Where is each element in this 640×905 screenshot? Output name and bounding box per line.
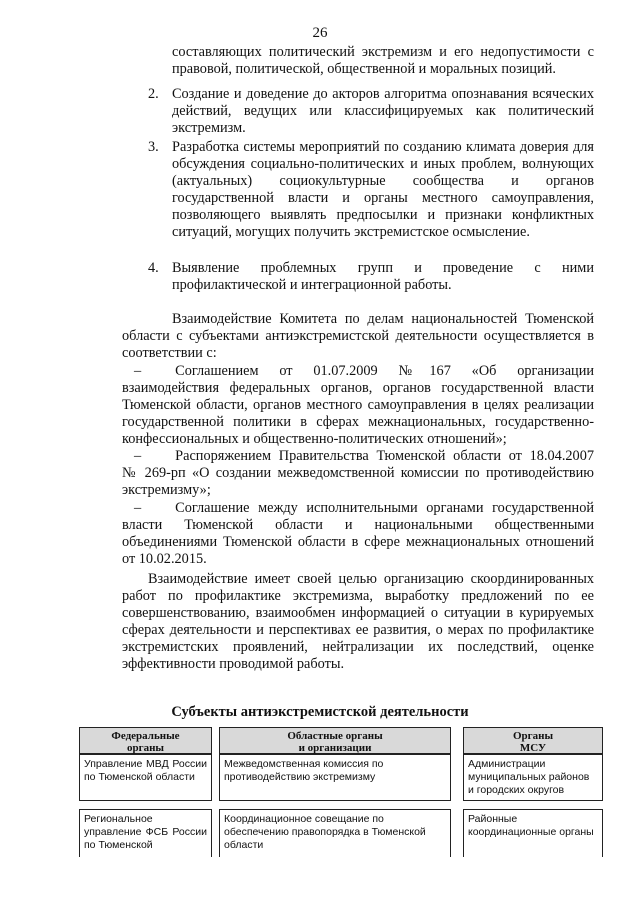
- cell-text: Межведомственная комиссия по противодействию экстремизму: [224, 758, 384, 783]
- list-item-text: Выявление проблемных групп и проведение с ними профилактической и интеграционной работы.: [172, 260, 594, 293]
- dash-item-1: [122, 363, 594, 448]
- header-line: и организации: [298, 742, 372, 754]
- list-item-4: [148, 260, 594, 294]
- cell-regional-2: [219, 809, 451, 857]
- list-number: 4.: [148, 260, 159, 276]
- cell-local-2: [463, 809, 603, 857]
- cell-text: Администрации муниципальных районов и городских округов: [468, 758, 590, 796]
- dash-mark: –: [134, 448, 142, 464]
- dash-item-rest: № 269-рп «О создании межведомственной комиссии по противодействию экстремизму»;: [122, 465, 594, 498]
- header-line: Федеральные: [111, 730, 180, 742]
- cell-federal-2: [79, 809, 212, 857]
- header-line: Органы: [512, 730, 554, 742]
- dash-item-first-line: Соглашение между исполнительными органами государственной: [175, 500, 594, 516]
- header-regional-organs: [219, 727, 451, 754]
- list-number: 2.: [148, 86, 159, 102]
- cell-text: Координационное совещание по обеспечению правопорядка в Тюменской области: [224, 813, 426, 851]
- dash-item-rest: власти Тюменской области и национальными общественными объединениями Тюменской области в сфере межнациональных отношений от 10.02.2015.: [122, 517, 594, 567]
- header-line: МСУ: [519, 742, 547, 754]
- dash-item-rest: взаимодействия федеральных органов, органов государственной власти Тюменской области, органов местного самоуправления в целях реализации государственной политики в сферах межнациональных, государственно-конфессиональных и общественно-политических отношений»;: [122, 380, 594, 447]
- header-federal-organs: [79, 727, 212, 754]
- header-line: Областные органы: [287, 730, 383, 742]
- list-item-text: Разработка системы мероприятий по созданию климата доверия для обсуждения социально-политических и иных проблем, волнующих (актуальных) социокультурные сообщества и органов государственной власти и органы местного самоуправления, позволяющего выявлять предпосылки и признаки конфликтных ситуаций, могущих получить экстремистское осмысление.: [172, 139, 594, 240]
- closing-paragraph: Взаимодействие имеет своей целью организацию скоординированных работ по профилактике экстремизма, выработку предложений по ее совершенствованию, взаимообмен информацией о ситуации в курируемых сферах деятельности и перспективах ее развития, о мерах по профилактике экстремистских проявлений, нейтрализации их последствий, оценке эффективности проводимой работы.: [122, 571, 594, 672]
- dash-mark: –: [134, 500, 142, 516]
- dash-item-2: [122, 448, 594, 499]
- header-line: органы: [126, 742, 165, 754]
- header-local-organs: [463, 727, 603, 754]
- dash-mark: –: [134, 363, 142, 379]
- list-item-text: Создание и доведение до акторов алгоритма опознавания всяческих действий, ведущих или классифицируемых как политический экстремизм.: [172, 86, 594, 136]
- cell-regional-1: [219, 754, 451, 801]
- dash-item-first-line: Соглашением от 01.07.2009 №167 «Об организации: [175, 363, 594, 379]
- diagram-title: Субъекты антиэкстремистской деятельности: [171, 704, 469, 720]
- list-continuation: составляющих политический экстремизм и его недопустимости с правовой, политической, общественной и моральных позиций.: [172, 44, 594, 77]
- list-item-2: [148, 86, 594, 137]
- intro-paragraph: Взаимодействие Комитета по делам национальностей Тюменской области с субъектами антиэкстремистской деятельности осуществляется в соответствии с:: [122, 311, 594, 361]
- list-item-3: [148, 139, 594, 241]
- list-number: 3.: [148, 139, 159, 155]
- cell-text: Управление МВД России по Тюменской области: [84, 758, 207, 783]
- cell-local-1: [463, 754, 603, 801]
- page-number: 26: [312, 25, 328, 41]
- cell-federal-1: [79, 754, 212, 801]
- cell-text: Районные координационные органы: [468, 813, 594, 838]
- dash-item-first-line: Распоряжением Правительства Тюменской области от 18.04.2007: [175, 448, 594, 464]
- cell-text: Региональное управление ФСБ России по Тюменской: [84, 813, 207, 851]
- dash-item-3: [122, 500, 594, 568]
